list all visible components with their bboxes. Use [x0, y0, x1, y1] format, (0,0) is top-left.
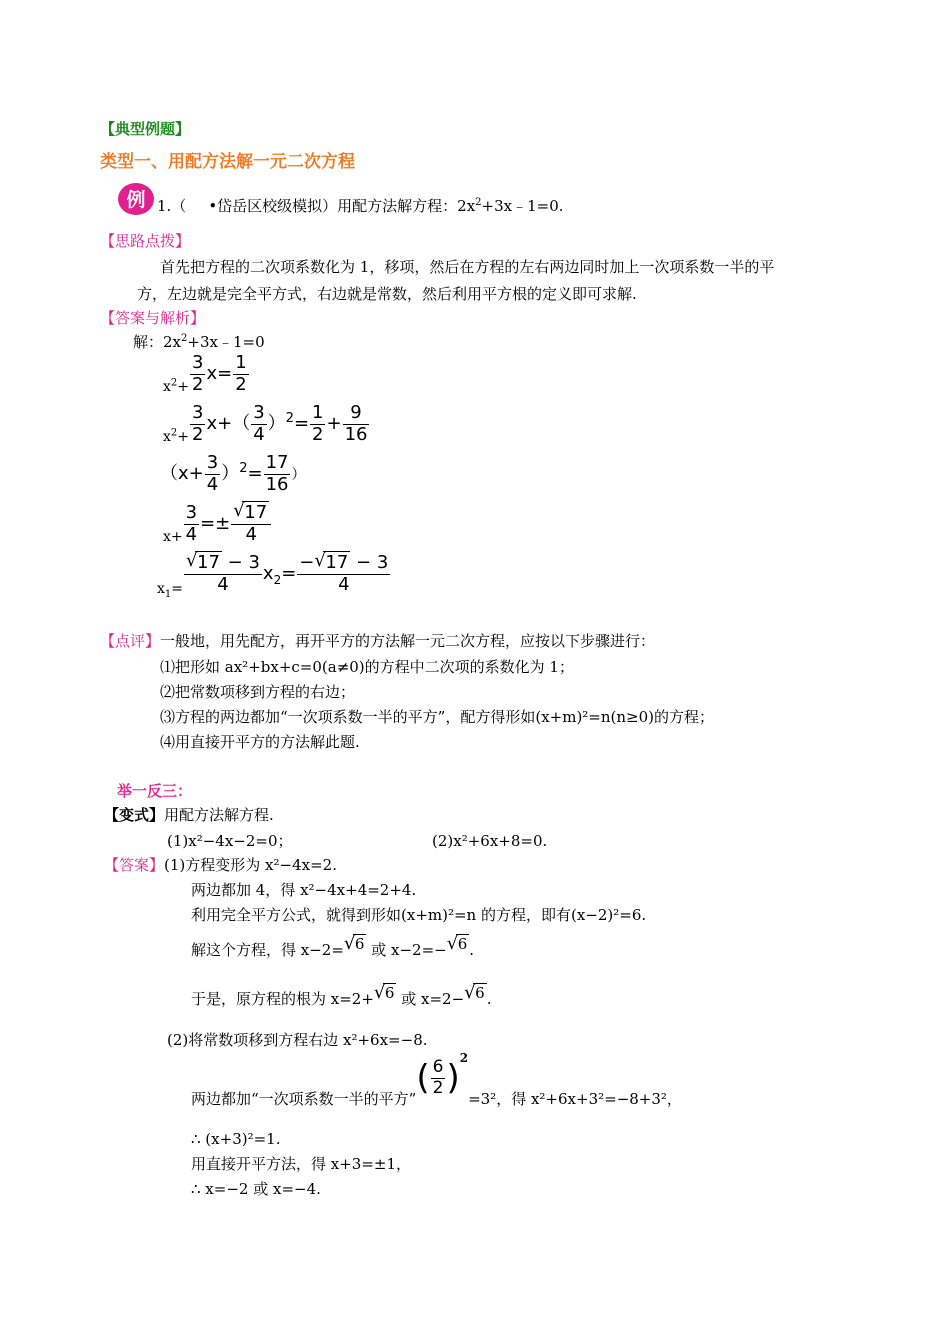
- question-1: (1)x²−4x−2=0；: [167, 832, 293, 850]
- answer-1-step-2: 两边都加 4，得 x²−4x+4=2+4.: [191, 881, 417, 899]
- comment-intro: 一般地，用先配方，再开平方的方法解一元二次方程，应按以下步骤进行：: [160, 632, 656, 650]
- problem-rest: +3x﹣1=0.: [481, 197, 564, 215]
- solution-step-2: $_{x^2+}$ $\frac{3}{2}$ x+（ $\frac{3}{4}$ ）$^2$= $\frac{1}{2}$ + $\frac{9}{16}$: [163, 402, 368, 446]
- heading-examples: 【典型例题】: [100, 120, 191, 138]
- type-title: 类型一、用配方法解一元二次方程: [100, 152, 355, 172]
- answer-2-step-3: ∴ (x+3)²=1.: [191, 1130, 281, 1148]
- comment-step-2: ⑵把常数项移到方程的右边；: [160, 683, 356, 701]
- hint-line-1: 首先把方程的二次项系数化为 1，移项，然后在方程的左右两边同时加上一次项系数一半的平: [160, 258, 775, 276]
- problem-sup: 2: [475, 197, 482, 208]
- problem-label: 1.（: [157, 197, 187, 215]
- practice-answer-tag: 【答案】: [104, 856, 165, 874]
- solution-step-4: $_{x+}$ $\frac{3}{4}$ =± √ 17 4: [163, 503, 272, 545]
- answer-2-step-1: (2)将常数项移到方程右边 x²+6x=−8.: [167, 1031, 428, 1049]
- variant-text: 用配方法解方程.: [164, 806, 274, 824]
- problem-line: [157, 197, 564, 215]
- variant-line: [104, 806, 274, 824]
- question-2: (2)x²+6x+8=0.: [432, 832, 548, 850]
- comment-step-4: ⑷用直接开平方的方法解此题.: [160, 733, 360, 751]
- solution-step-5: $_{x_1=}$ √ 17 − 3 4 $x_2=$ − √ 17 − 3 4: [157, 550, 389, 600]
- solution-step-1: $_{x^2+}$ $\frac{3}{2}$ x= $\frac{1}{2}$: [163, 352, 247, 396]
- comment-step-3: ⑶方程的两边都加“一次项系数一半的平方”，配方得形如(x+m)²=n(n≥0)的方程；: [160, 708, 715, 726]
- answer-2-step-5: ∴ x=−2 或 x=−4.: [191, 1180, 321, 1198]
- badge-char: 例: [126, 189, 146, 211]
- answer-2-step-2: 两边都加“一次项系数一半的平方”( $\frac{6}{2}$ )$^2$=3²，得 x²+6x+3²=−8+3²，: [191, 1051, 682, 1109]
- solution-step-3: （x+ $\frac{3}{4}$ ）$^2$= $\frac{17}{16}$ ）: [160, 452, 306, 495]
- comment-tag: 【点评】: [100, 632, 161, 650]
- variant-tag: 【变式】: [104, 806, 165, 824]
- practice-title: 举一反三：: [117, 782, 193, 800]
- solution-line-1: 解：$2x^2+3x﹣1=0$: [133, 333, 265, 351]
- answer-1-step-3: 利用完全平方公式，就得到形如(x+m)²=n 的方程，即有(x−2)²=6.: [191, 906, 647, 924]
- hint-tag: 【思路点拨】: [100, 232, 191, 250]
- comment-line: [100, 632, 655, 650]
- comment-step-1: ⑴把形如 ax²+bx+c=0(a≠0)的方程中二次项的系数化为 1；: [160, 658, 574, 676]
- answer-1-line: 【答案】(1)方程变形为 x²−4x=2.: [104, 856, 337, 874]
- hint-line-2: 方，左边就是完全平方式，右边就是常数，然后利用平方根的定义即可求解.: [137, 285, 637, 303]
- answer-1-step-5: 于是，原方程的根为 x=2+ √ 6 或 x=2− √ 6 .: [191, 982, 492, 1008]
- answer-2-step-4: 用直接开平方法，得 x+3=±1，: [191, 1155, 412, 1173]
- answer-tag: 【答案与解析】: [100, 309, 206, 327]
- example-badge-icon: [117, 182, 155, 216]
- problem-source: •岱岳区校级模拟）用配方法解方程：2x: [208, 197, 476, 215]
- answer-1-step-4: 解这个方程，得 x−2= √ 6 或 x−2=− √ 6 .: [191, 933, 475, 959]
